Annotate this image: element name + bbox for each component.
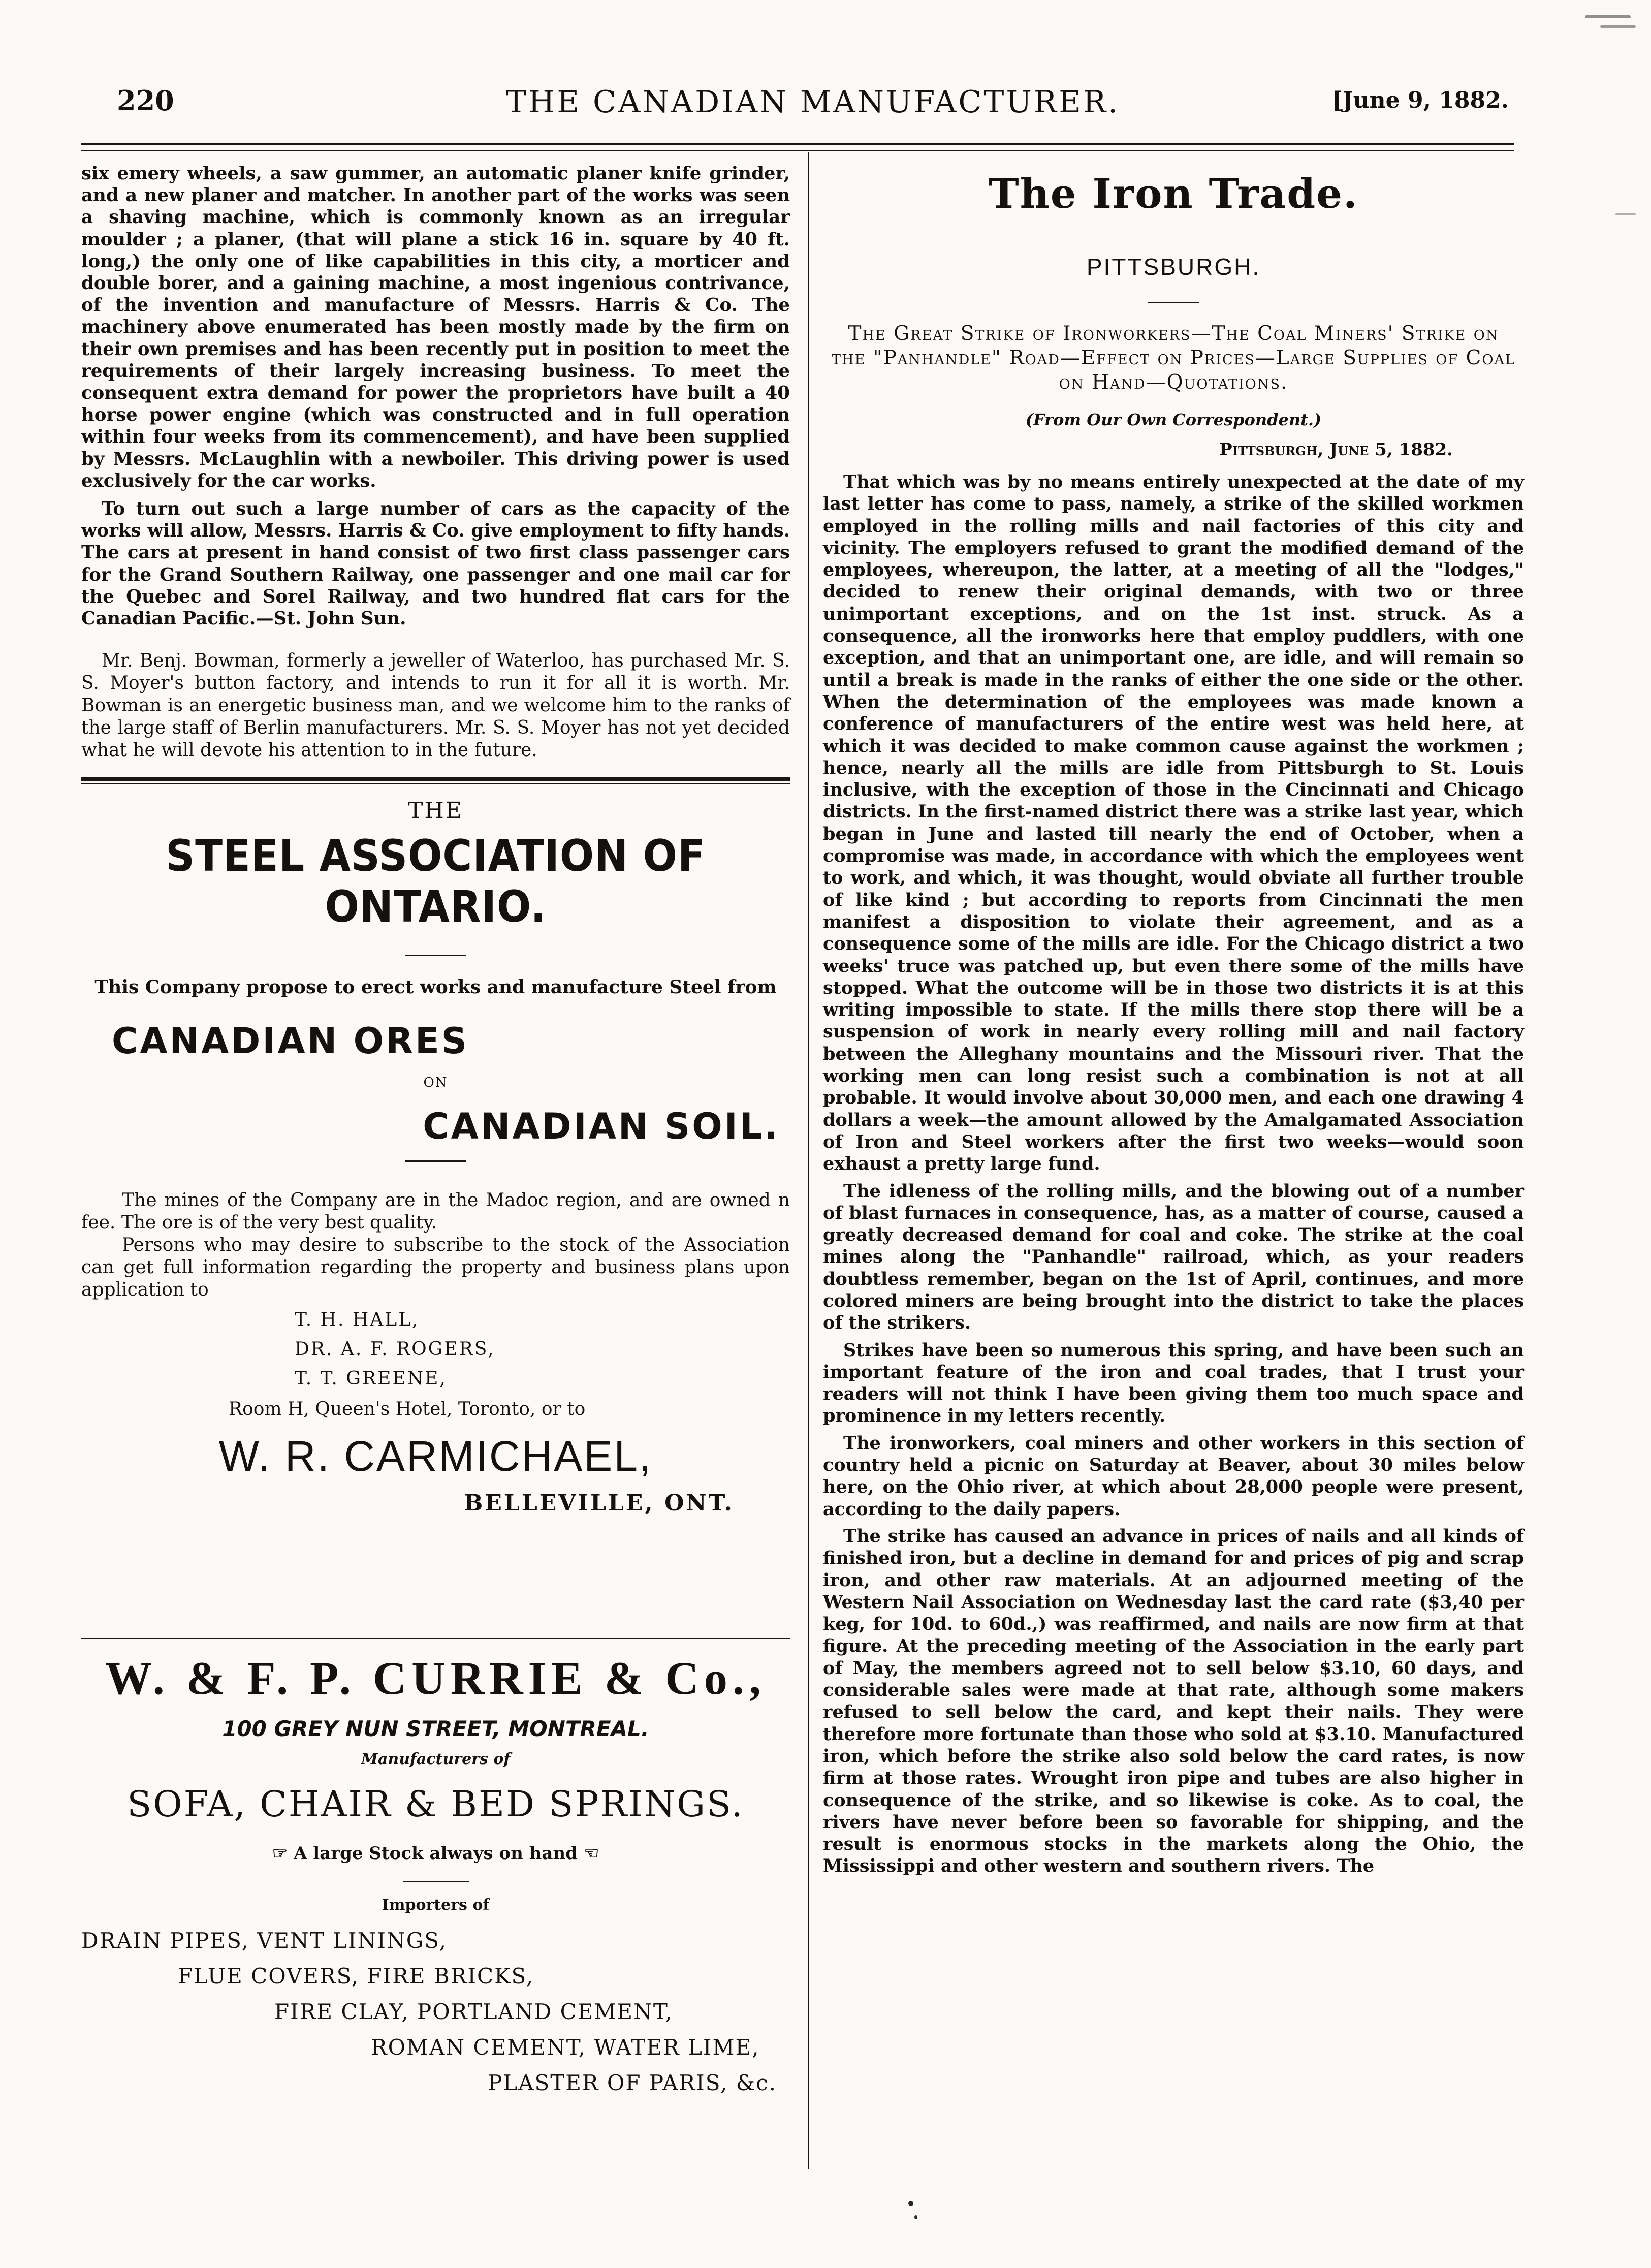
canadian-ores: CANADIAN ORES <box>112 1020 469 1062</box>
importer-line-5: PLASTER OF PARIS, &c. <box>488 2070 777 2095</box>
column-divider <box>808 152 809 2169</box>
ad-mines: The mines of the Company are in the Madoc region, and are owned n fee. The ore is of the very best quality. <box>81 1190 790 1233</box>
ad-divider-heavy <box>81 777 790 781</box>
importer-line-1: DRAIN PIPES, VENT LININGS, <box>81 1928 447 1953</box>
publication-title: THE CANADIAN MANUFACTURER. <box>505 84 1120 120</box>
ad-intro: This Company propose to erect works and manufacture Steel from <box>94 976 777 998</box>
importer-line-3: FIRE CLAY, PORTLAND CEMENT, <box>274 1999 674 2024</box>
ad-short-rule <box>405 955 466 956</box>
article-paragraph-2: To turn out such a large number of cars as the capacity of the works will allow, Messrs. Harris & Co. give employment to fifty hands. The cars at present in hand consist of two first class passenger cars for the Grand Southern Railway, one passenger and one mail car for the Quebec and Sorel Railway, and two hundred flat cars for the Canadian Pacific.—St. John Sun. <box>81 498 790 629</box>
page-number: 220 <box>117 84 174 117</box>
currie-importers: Importers of <box>382 1896 490 1914</box>
contact-rogers: DR. A. F. ROGERS, <box>295 1339 495 1360</box>
currie-stock: A large Stock always on hand <box>288 1843 584 1864</box>
scan-speck <box>1585 15 1631 18</box>
scan-speck <box>908 2201 913 2206</box>
trade-paragraph-3: Strikes have been so numerous this spring, and have been such an important feature of the iron and coal trades, that I trust your readers will not think I have been giving them too much space and prominence in my letters recently. <box>823 1339 1524 1427</box>
iron-trade-column <box>823 163 1524 1877</box>
contact-hall: T. H. HALL, <box>295 1309 420 1330</box>
ad-persons: Persons who may desire to subscribe to the stock of the Association can get full information regarding the property and business plans upon application to <box>81 1235 790 1300</box>
steel-association-ad <box>81 798 790 1516</box>
currie-address: 100 GREY NUN STREET, MONTREAL. <box>222 1716 649 1741</box>
article-subhead: The Great Strike of Ironworkers—The Coal Miners' Strike on the "Panhandle" Road—Effect on Prices—Large Supplies of Coal on Hand—Quotations. <box>832 322 1515 394</box>
header-rule-top <box>81 143 1514 145</box>
city-heading: PITTSBURGH. <box>1086 254 1261 280</box>
ads-divider <box>81 1638 790 1639</box>
importer-line-2: FLUE COVERS, FIRE BRICKS, <box>178 1964 534 1989</box>
currie-manufacturers-of: Manufacturers of <box>361 1750 511 1768</box>
trade-paragraph-1: That which was by no means entirely unexpected at the date of my last letter has come to pass, namely, a strike of the skilled workmen employed in the rolling mills and nail factories of this city and vicinity. The employers refused to grant the modified demand of the employees, whereupon, the latter, at a meeting of all the "lodges," decided to renew their original demands, with two or three unimportant exceptions, and on the 1st inst. struck. As a consequence, all the ironworks here that employ puddlers, with one exception, and that an unimportant one, are idle, and will remain so until a break is made in the ranks of either the one side or the other. When the determination of the employees was made known a conference of manufacturers of the entire west was held here, at which it was decided to make common cause against the workmen ; hence, nearly all the mills are idle from Pittsburgh to St. Louis inclusive, with the exception of those in the Cincinnati and Chicago districts. In the first-named district there was a strike last year, which began in June and lasted till nearly the end of October, when a compromise was made, in accordance with which the employees went to work, and which, it was thought, would obviate all further trouble of like kind ; but according to reports from Cincinnati the men manifest a disposition to violate their agreement, and as a consequence some of the mills are idle. For the Chicago district a two weeks' truce was patched up, but even there some of the mills have stopped. What the outcome will be in those two districts it is at this writing impossible to state. If the mills there stop there will be a suspension of work in nearly every rolling mill and nail factory between the Alleghany mountains and the Missouri river. That the working men can long resist such a combination is not at all probable. It would involve about 30,000 men, and each one drawing 4 dollars a week—the amount allowed by the Amalgamated Association of Iron and Steel workers after the first two weeks—would soon exhaust a pretty large fund. <box>823 471 1524 1175</box>
trade-paragraph-2: The idleness of the rolling mills, and the blowing out of a number of blast furnaces in consequence, has, as a matter of course, caused a greatly decreased demand for coal and coke. The strike at the coal mines along the "Panhandle" railroad, which, as your readers doubtless remember, began on the 1st of April, continues, and more colored miners are being brought into the district to take the places of the strikers. <box>823 1180 1524 1334</box>
scan-speck <box>1615 213 1636 215</box>
section-heading: The Iron Trade. <box>989 170 1358 217</box>
scan-speck <box>1600 25 1636 28</box>
ad-on: ON <box>423 1075 448 1090</box>
pointing-hand-right-icon: ☞ <box>272 1843 288 1864</box>
trade-paragraph-4: The ironworkers, coal miners and other workers in this section of country held a picnic on Saturday at Beaver, about 30 miles below here, on the Ohio river, at which about 28,000 people were present, according to the daily papers. <box>823 1432 1524 1520</box>
header-rule-bottom <box>81 150 1514 151</box>
currie-ad <box>81 1651 790 2101</box>
currie-title: W. & F. P. CURRIE & Co., <box>105 1652 766 1704</box>
left-column-article <box>81 163 790 762</box>
dateline: Pittsburgh, June 5, 1882. <box>1219 439 1453 460</box>
carmichael-name: W. R. CARMICHAEL, <box>218 1432 653 1480</box>
contact-greene: T. T. GREENE, <box>295 1368 447 1389</box>
page-header <box>117 84 1509 125</box>
currie-short-rule <box>403 1881 469 1882</box>
issue-date: [June 9, 1882. <box>1332 87 1509 113</box>
contact-room: Room H, Queen's Hotel, Toronto, or to <box>229 1399 586 1420</box>
importer-line-4: ROMAN CEMENT, WATER LIME, <box>371 2035 760 2060</box>
pointing-hand-left-icon: ☜ <box>583 1843 599 1864</box>
scan-speck <box>914 2215 917 2219</box>
city-rule <box>1148 302 1199 303</box>
currie-springs: SOFA, CHAIR & BED SPRINGS. <box>127 1783 744 1825</box>
article-paragraph-3: Mr. Benj. Bowman, formerly a jeweller of Waterloo, has purchased Mr. S. S. Moyer's button factory, and intends to run it for all it is worth. Mr. Bowman is an energetic business man, and we welcome him to the ranks of the large staff of Berlin manufacturers. Mr. S. S. Moyer has not yet decided what he will devote his attention to in the future. <box>81 650 790 761</box>
trade-paragraph-5: The strike has caused an advance in prices of nails and all kinds of finished iron, but a decline in demand for and prices of pig and scrap iron, and other raw materials. At an adjourned meeting of the Western Nail Association on Wednesday last the card rate ($3,40 per keg, for 10d. to 60d.,) was reaffirmed, and nails are now firm at that figure. At the preceding meeting of the Association in the early part of May, the members agreed not to sell below $3.10, 60 days, and considerable sales were made at that rate, although some makers refused to sell below the card, and kept their nails. They were therefore more fortunate than those who sold at $3.10. Manufactured iron, which before the strike also sold below the card rates, is now firm at those rates. Wrought iron pipe and tubes are also higher in consequence of the strike, and so likewise is coke. As to coal, the rivers have never before been so favorable for shipping, and the result is enormous stocks in the markets along the Ohio, the Mississippi and other western and southern rivers. The <box>823 1525 1524 1877</box>
canadian-soil: CANADIAN SOIL. <box>423 1106 780 1147</box>
correspondent-line: (From Our Own Correspondent.) <box>1025 410 1322 429</box>
steel-association-title: STEEL ASSOCIATION OF ONTARIO. <box>166 831 706 932</box>
ad-the: THE <box>408 798 463 824</box>
belleville: BELLEVILLE, ONT. <box>464 1490 734 1516</box>
ad-divider-thin <box>81 783 790 784</box>
article-paragraph-1: six emery wheels, a saw gummer, an automatic planer knife grinder, and a new planer and matcher. In another part of the works was seen a shaving machine, which is commonly known as an irregular moulder ; a planer, (that will plane a stick 16 in. square by 40 ft. long,) the only one of like capabilities in this city, a morticer and double borer, and a gaining machine, a most ingenious contrivance, of the invention and manufacture of Messrs. Harris & Co. The machinery above enumerated has been mostly made by the firm on their own premises and has been recently put in position to meet the requirements of their largely increasing business. To meet the consequent extra demand for power the proprietors have built a 40 horse power engine (which was constructed and in full operation within four weeks from its commencement), and have been supplied by Messrs. McLaughlin with a newboiler. This driving power is used exclusively for the car works. <box>81 163 790 491</box>
ad-short-rule-2 <box>405 1160 466 1162</box>
